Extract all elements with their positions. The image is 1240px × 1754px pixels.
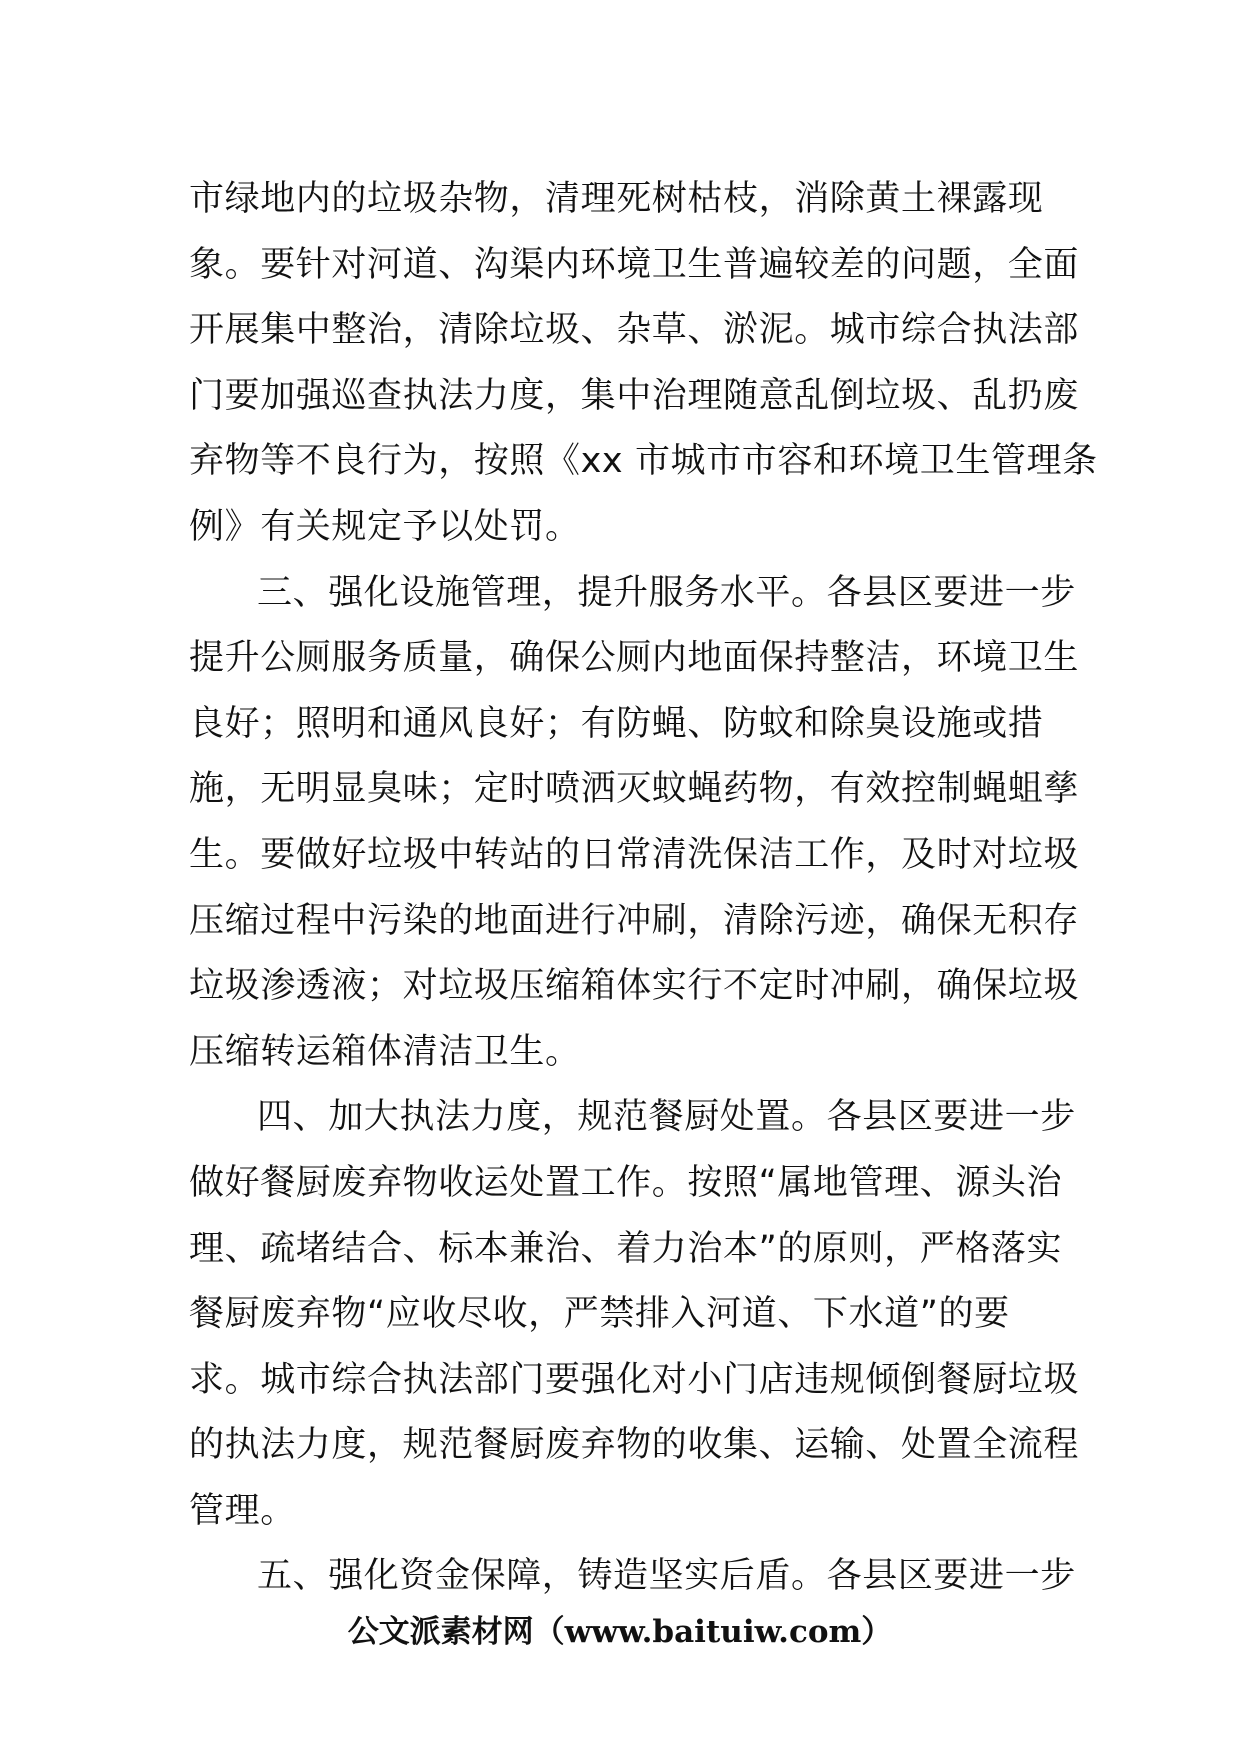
text-line: 施，无明显臭味；定时喷洒灭蚊蝇药物，有效控制蝇蛆孳 [189,769,1080,810]
text-line: 压缩转运箱体清洁卫生。 [189,1031,581,1072]
text-line: 市绿地内的垃圾杂物，清理死树枯枝，消除黄土裸露现 [189,179,1044,219]
paragraph-start-line: 四、加大执法力度，规范餐厨处置。各县区要进一步 [257,1097,1076,1138]
text-line: 生。要做好垃圾中转站的日常清洗保洁工作，及时对垃圾 [189,834,1080,875]
text-line: 例》有关规定予以处罚。 [189,506,581,547]
text-line: 的执法力度，规范餐厨废弃物的收集、运输、处置全流程 [189,1425,1080,1466]
text-line: 做好餐厨废弃物收运处置工作。按照“属地管理、源头治 [189,1162,1063,1203]
text-line: 弃物等不良行为，按照《xx 市城市市容和环境卫生管理条 [189,441,1098,482]
body-text [189,167,1098,1610]
text-line: 压缩过程中污染的地面进行冲刷，清除污迹，确保无积存 [189,900,1080,941]
paragraph-start-line: 五、强化资金保障，铸造坚实后盾。各县区要进一步 [257,1556,1076,1597]
text-line: 良好；照明和通风良好；有防蝇、防蚊和除臭设施或措 [189,703,1044,744]
paragraph-start-line: 三、强化设施管理，提升服务水平。各县区要进一步 [257,572,1076,613]
text-line: 餐厨废弃物“应收尽收，严禁排入河道、下水道”的要 [189,1294,1010,1335]
text-line: 开展集中整治，清除垃圾、杂草、淤泥。城市综合执法部 [189,310,1080,351]
text-line: 象。要针对河道、沟渠内环境卫生普遍较差的问题，全面 [189,244,1080,285]
text-line: 提升公厕服务质量，确保公厕内地面保持整洁，环境卫生 [189,638,1080,679]
text-line: 门要加强巡查执法力度，集中治理随意乱倒垃圾、乱扔废 [189,375,1080,416]
text-line: 管理。 [189,1490,296,1531]
footer-watermark: 公文派素材网（www.baituiw.com） [347,1614,893,1650]
text-line: 垃圾渗透液；对垃圾压缩箱体实行不定时冲刷，确保垃圾 [189,966,1080,1007]
text-line: 求。城市综合执法部门要强化对小门店违规倾倒餐厨垃圾 [189,1359,1080,1400]
text-line: 理、疏堵结合、标本兼治、着力治本”的原则，严格落实 [189,1228,1063,1269]
